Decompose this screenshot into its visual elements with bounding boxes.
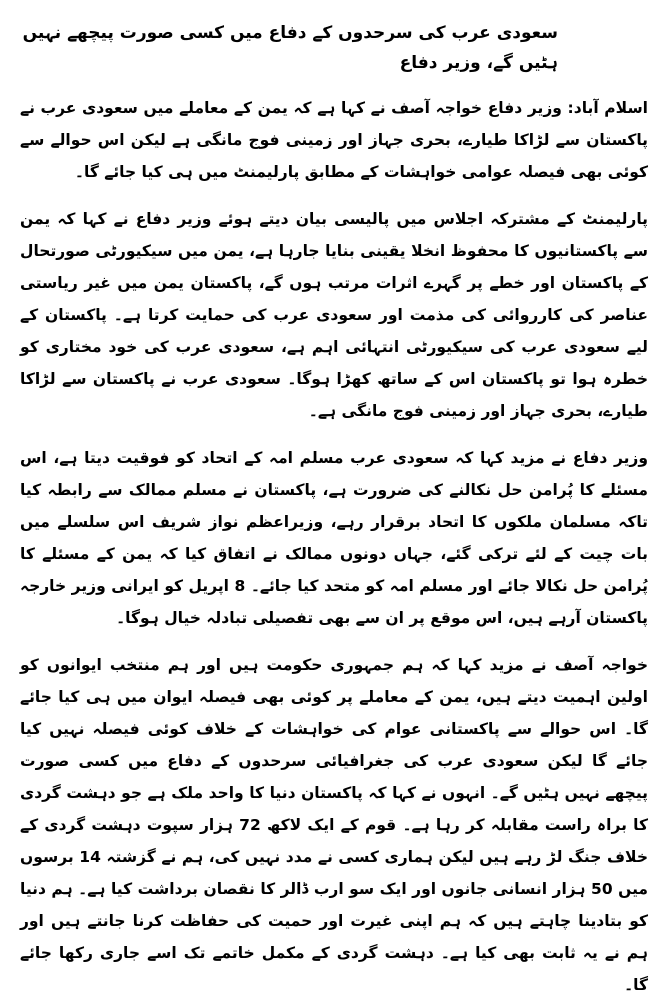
article-paragraph-1: اسلام آباد: وزیر دفاع خواجہ آصف نے کہا ہے کہ یمن کے معاملے میں سعودی عرب نے پاکستان سے لڑاکا طیارے، بحری جہاز اور زمینی فوج مانگی ہے لیکن اس حوالے سے کوئی بھی فیصلہ عوامی خواہشات کے مطابق پارلیمنٹ میں ہی کیا جائے گا۔ bbox=[20, 99, 648, 181]
article-paragraph-2: پارلیمنٹ کے مشترکہ اجلاس میں پالیسی بیان دیتے ہوئے وزیر دفاع نے کہا کہ یمن سے پاکستانیوں کا محفوظ انخلا یقینی بنایا جارہا ہے، یمن میں سیکیورٹی صورتحال کے پاکستان اور خطے پر گہرے اثرات مرتب ہوں گے، پاکستان یمن میں غیر ریاستی عناصر کی کارروائی کی مذمت اور سعودی عرب کی حمایت کرتا ہے۔ پاکستان کے لیے سعودی عرب کی سیکیورٹی انتہائی اہم ہے، سعودی عرب کی خود مختاری کو خطرہ ہوا تو پاکستان اس کے ساتھ کھڑا ہوگا۔ سعودی عرب نے پاکستان سے لڑاکا طیارے، بحری جہاز اور زمینی فوج مانگی ہے۔ bbox=[20, 210, 648, 420]
article-headline: سعودی عرب کی سرحدوں کے دفاع میں کسی صورت پیچھے نہیں ہٹیں گے، وزیر دفاع bbox=[22, 23, 558, 73]
article-paragraph-3: وزیر دفاع نے مزید کہا کہ سعودی عرب مسلم امہ کے اتحاد کو فوقیت دیتا ہے، اس مسئلے کا پُرامن حل نکالنے کی ضرورت ہے، پاکستان نے مسلم ممالک سے رابطہ کیا تاکہ مسلمان ملکوں کا اتحاد برقرار رہے، وزیراعظم نواز شریف اس سلسلے میں بات چیت کے لئے ترکی گئے، جہاں دونوں ممالک نے اتفاق کیا کہ یمن کے مسئلے کا پُرامن حل نکالا جائے اور مسلم امہ کو متحد کیا جائے۔ 8 اپریل کو ایرانی وزیر خارجہ پاکستان آرہے ہیں، اس موقع پر ان سے بھی تفصیلی تبادلہ خیال ہوگا۔ bbox=[20, 449, 649, 627]
article-paragraph-4: خواجہ آصف نے مزید کہا کہ ہم جمہوری حکومت ہیں اور ہم منتخب ایوانوں کو اولین اہمیت دیتے ہیں، یمن کے معاملے پر کوئی بھی فیصلہ ایوان میں ہی کیا جائے گا۔ اس حوالے سے پاکستانی عوام کی خواہشات کے خلاف کوئی فیصلہ نہیں کیا جائے گا لیکن سعودی عرب کی جغرافیائی سرحدوں کے دفاع میں کسی صورت پیچھے نہیں ہٹیں گے۔ انہوں نے کہا کہ پاکستان دنیا کا واحد ملک ہے جو دہشت گردی کا براہ راست مقابلہ کر رہا ہے۔ قوم کے ایک لاکھ 72 ہزار سپوت دہشت گردی کے خلاف جنگ لڑ رہے ہیں لیکن ہماری کسی نے مدد نہیں کی، ہم نے گزشتہ 14 برسوں میں 50 ہزار انسانی جانوں اور ایک سو ارب ڈالر کا نقصان برداشت کیا ہے۔ ہم دنیا کو بتادینا چاہتے ہیں کہ ہم اپنی غیرت اور حمیت کی حفاظت کرنا جانتے ہیں اور ہم نے یہ ثابت بھی کیا ہے۔ دہشت گردی کے مکمل خاتمے تک اسے جاری رکھا جائے گا۔ bbox=[20, 656, 648, 994]
